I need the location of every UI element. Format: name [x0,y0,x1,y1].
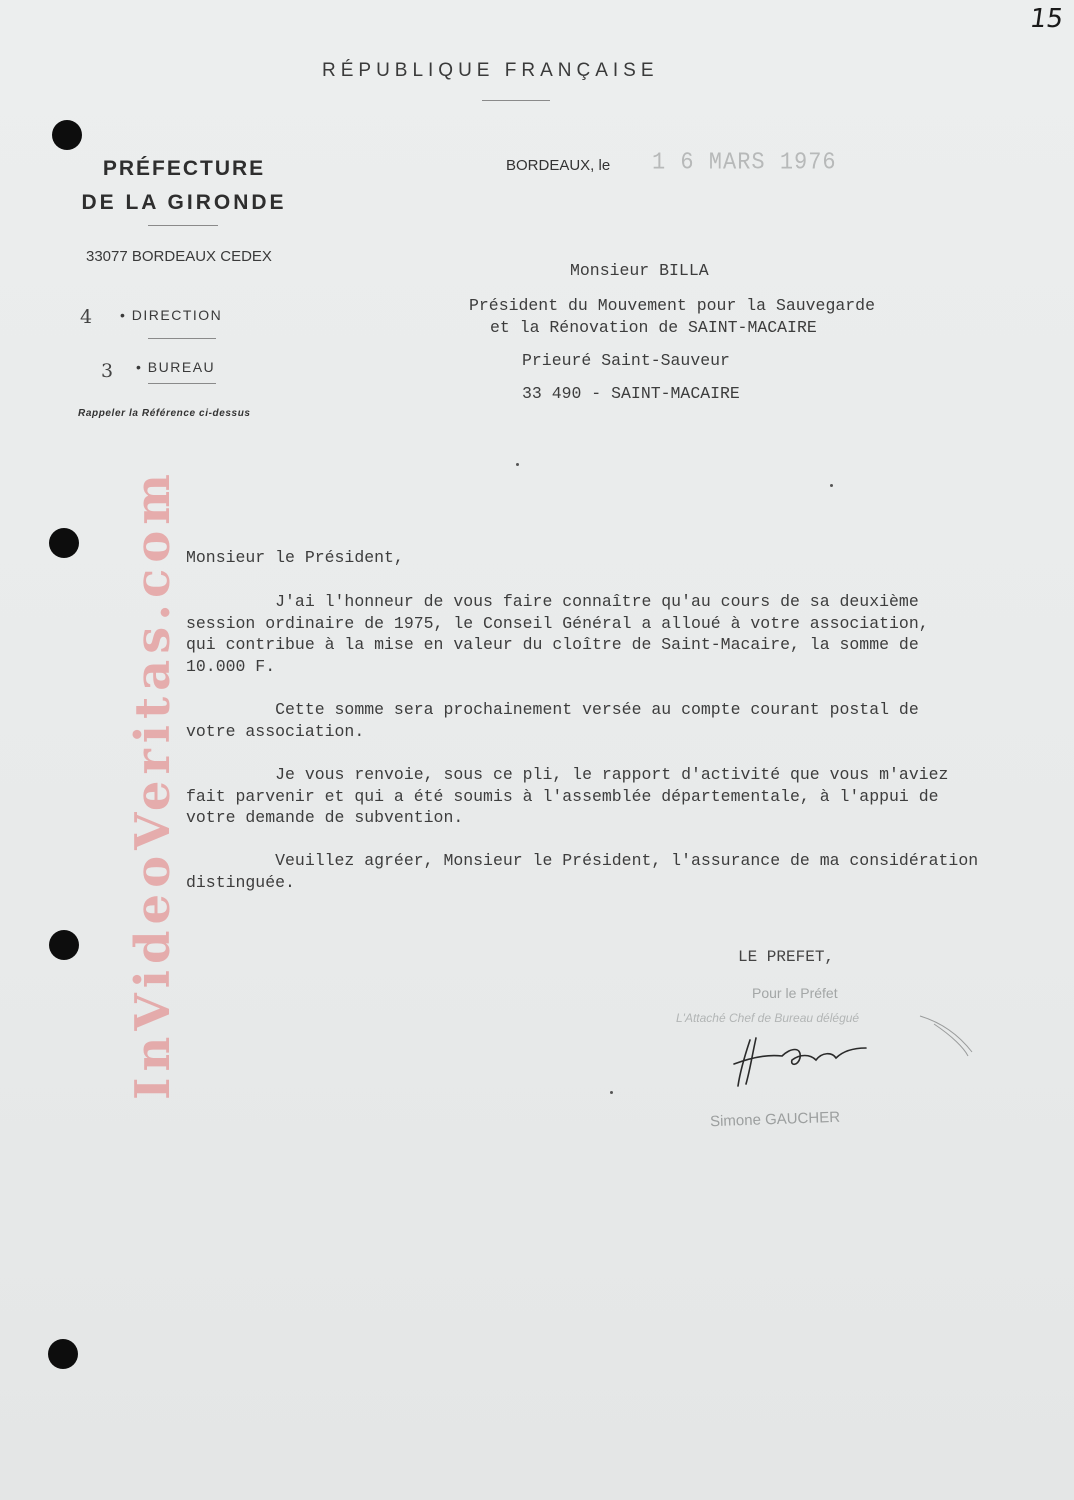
recipient-title-line2: et la Rénovation de SAINT-MACAIRE [490,318,817,337]
binder-hole [52,120,82,150]
stamp-line: Pour le Préfet [752,985,838,1001]
divider [482,100,550,101]
watermark: InVideoVeritas.com [125,467,181,1100]
speck [610,1091,613,1094]
body-paragraph: Veuillez agréer, Monsieur le Président, l'assurance de ma considération distinguée. [186,851,979,892]
binder-hole [49,930,79,960]
page-number: 15 [1027,4,1066,34]
stamp-line: L'Attaché Chef de Bureau délégué [676,1011,860,1025]
prefecture-line1: PRÉFECTURE [102,157,266,180]
bureau-number: 3 [101,360,114,382]
bureau-label: • BUREAU [136,359,216,375]
signatory-name: Simone GAUCHER [709,1108,841,1131]
body-paragraph: Je vous renvoie, sous ce pli, le rapport d'activité que vous m'aviez fait parvenir et qui a été soumis à l'assemblée départementale, à l'appui de votre demande de subvention. [186,765,949,827]
signatory-title: LE PREFET, [738,948,835,966]
binder-hole [49,528,79,558]
divider [148,225,218,226]
prefecture-address: 33077 BORDEAUX CEDEX [86,248,272,265]
speck [516,463,519,466]
reference-note: Rappeler la Référence ci-dessus [78,408,251,419]
prefecture-line2: DE LA GIRONDE [81,191,287,214]
recipient-title-line1: Président du Mouvement pour la Sauvegarde [469,296,875,315]
prefecture-heading [48,152,320,220]
body-paragraph: Cette somme sera prochainement versée au compte courant postal de votre association. [186,700,919,741]
date-stamp: 1 6 MARS 1976 [652,148,837,177]
divider [148,383,216,384]
salutation: Monsieur le Président, [186,548,404,567]
republic-heading: RÉPUBLIQUE FRANÇAISE [322,60,659,81]
direction-label: • DIRECTION [120,307,223,323]
handwritten-signature [720,1010,980,1100]
recipient-address-line2: 33 490 - SAINT-MACAIRE [522,384,740,403]
body-paragraph: J'ai l'honneur de vous faire connaître qu'au cours de sa deuxième session ordinaire de 1975, le Conseil Général a alloué à votre association, qui contribue à la mise en valeur du cloître de Saint-Macaire, la somme de 10.000 F. [186,592,929,676]
recipient-name: Monsieur BILLA [570,261,709,280]
recipient-address-line1: Prieuré Saint-Sauveur [522,351,730,370]
speck [830,484,833,487]
dateline-place: BORDEAUX, le [506,157,611,174]
direction-number: 4 [80,306,93,328]
divider [148,338,216,339]
binder-hole [48,1339,78,1369]
